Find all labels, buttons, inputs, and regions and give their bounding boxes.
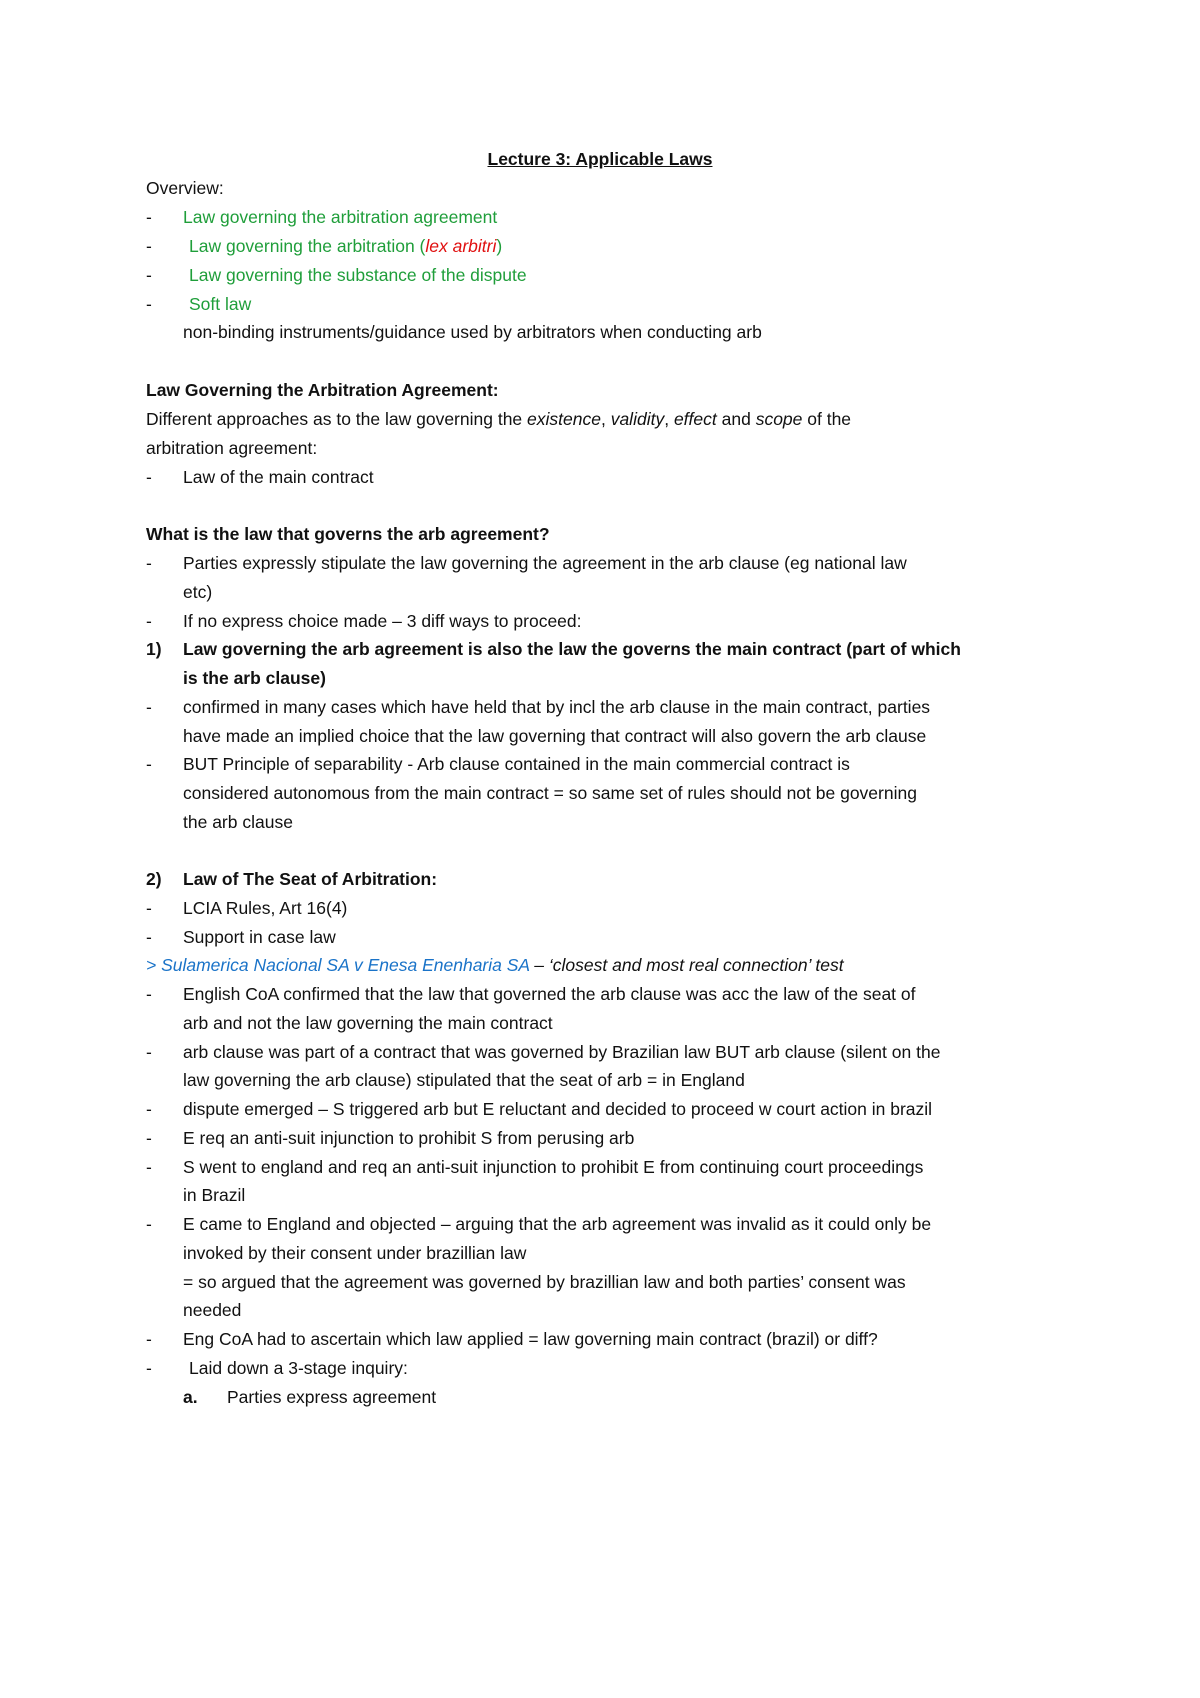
overview-item: Law governing the arbitration agreement	[183, 207, 498, 227]
bullet-text: etc)	[183, 582, 213, 602]
bullet-text: S went to england and req an anti-suit injunction to prohibit E from continuing court proceedings	[183, 1157, 924, 1177]
bullet-text: confirmed in many cases which have held that by incl the arb clause in the main contract, parties	[183, 697, 931, 717]
bullet-dash: -	[146, 1358, 152, 1378]
bullet-dash: -	[146, 1214, 152, 1234]
bullet-text: the arb clause	[183, 812, 293, 832]
numbered-item: Law governing the arb agreement is also the law the governs the main contract (part of which	[183, 639, 961, 659]
bullet-text: E came to England and objected – arguing that the arb agreement was invalid as it could only be	[183, 1214, 932, 1234]
text-run: and	[716, 409, 756, 429]
overview-item: Soft law	[189, 294, 252, 314]
bullet-dash: -	[146, 697, 152, 717]
bullet-text: Law of the main contract	[183, 467, 374, 487]
bullet-dash: -	[146, 1128, 152, 1148]
section-heading: What is the law that governs the arb agreement?	[146, 524, 550, 544]
overview-heading: Overview:	[146, 178, 224, 198]
lex-arbitri-term: lex arbitri	[425, 236, 497, 256]
bullet-dash: -	[146, 1157, 152, 1177]
bullet-text: Support in case law	[183, 927, 336, 947]
case-test: – ‘closest and most real connection’ test	[529, 955, 844, 975]
sub-list-label: a.	[183, 1387, 198, 1407]
bullet-dash: -	[146, 1042, 152, 1062]
text-run: validity	[610, 409, 665, 429]
bullet-dash: -	[146, 265, 152, 285]
bullet-text: in Brazil	[183, 1185, 246, 1205]
bullet-dash: -	[146, 553, 152, 573]
case-name: > Sulamerica Nacional SA v Enesa Enenharia SA	[146, 955, 530, 975]
bullet-text: invoked by their consent under brazillian law	[183, 1243, 527, 1263]
section-heading: Law Governing the Arbitration Agreement:	[146, 380, 499, 400]
bullet-dash: -	[146, 294, 152, 314]
text-run: Different approaches as to the law governing the	[146, 409, 528, 429]
bullet-text: considered autonomous from the main contract = so same set of rules should not be governing	[183, 783, 917, 803]
bullet-text: arb and not the law governing the main contract	[183, 1013, 553, 1033]
bullet-text: dispute emerged – S triggered arb but E reluctant and decided to proceed w court action in brazil	[183, 1099, 933, 1119]
list-number: 1)	[146, 639, 162, 659]
bullet-text: law governing the arb clause) stipulated that the seat of arb = in England	[183, 1070, 745, 1090]
bullet-dash: -	[146, 984, 152, 1004]
text-run: ,	[600, 409, 611, 429]
case-citation	[146, 953, 844, 977]
text-run: scope	[755, 409, 803, 429]
bullet-text: have made an implied choice that the law governing that contract will also govern the arb clause	[183, 726, 927, 746]
text-run: ,	[664, 409, 674, 429]
numbered-item: Law of The Seat of Arbitration:	[183, 869, 438, 889]
bullet-text: LCIA Rules, Art 16(4)	[183, 898, 348, 918]
bullet-text: Laid down a 3-stage inquiry:	[189, 1358, 408, 1378]
bullet-dash: -	[146, 1099, 152, 1119]
close-paren: )	[496, 236, 503, 256]
bullet-dash: -	[146, 754, 152, 774]
overview-item-text: Law governing the arbitration (	[189, 236, 426, 256]
bullet-dash: -	[146, 207, 152, 227]
bullet-text: Eng CoA had to ascertain which law applied = law governing main contract (brazil) or diff?	[183, 1329, 878, 1349]
bullet-dash: -	[146, 236, 152, 256]
overview-item: Law governing the substance of the dispute	[189, 265, 527, 285]
page-title: Lecture 3: Applicable Laws	[487, 149, 713, 169]
text-run: existence	[527, 409, 601, 429]
list-number: 2)	[146, 869, 162, 889]
bullet-text: Parties expressly stipulate the law governing the agreement in the arb clause (eg national law	[183, 553, 907, 573]
bullet-text: arb clause was part of a contract that was governed by Brazilian law BUT arb clause (silent on the	[183, 1042, 941, 1062]
bullet-text: = so argued that the agreement was governed by brazillian law and both parties’ consent was	[183, 1272, 906, 1292]
soft-law-note: non-binding instruments/guidance used by arbitrators when conducting arb	[183, 322, 762, 342]
text-run: effect	[673, 409, 717, 429]
paragraph-line: arbitration agreement:	[146, 438, 318, 458]
bullet-text: E req an anti-suit injunction to prohibit S from perusing arb	[183, 1128, 635, 1148]
bullet-dash: -	[146, 467, 152, 487]
sub-list-item: Parties express agreement	[227, 1387, 437, 1407]
text-run: of the	[802, 409, 852, 429]
bullet-dash: -	[146, 1329, 152, 1349]
bullet-dash: -	[146, 898, 152, 918]
paragraph-line	[146, 407, 851, 431]
overview-item	[189, 234, 502, 258]
bullet-dash: -	[146, 927, 152, 947]
bullet-text: English CoA confirmed that the law that governed the arb clause was acc the law of the seat of	[183, 984, 916, 1004]
numbered-item: is the arb clause)	[183, 668, 326, 688]
bullet-text: needed	[183, 1300, 242, 1320]
bullet-text: If no express choice made – 3 diff ways to proceed:	[183, 611, 582, 631]
bullet-dash: -	[146, 611, 152, 631]
bullet-text: BUT Principle of separability - Arb clause contained in the main commercial contract is	[183, 754, 850, 774]
